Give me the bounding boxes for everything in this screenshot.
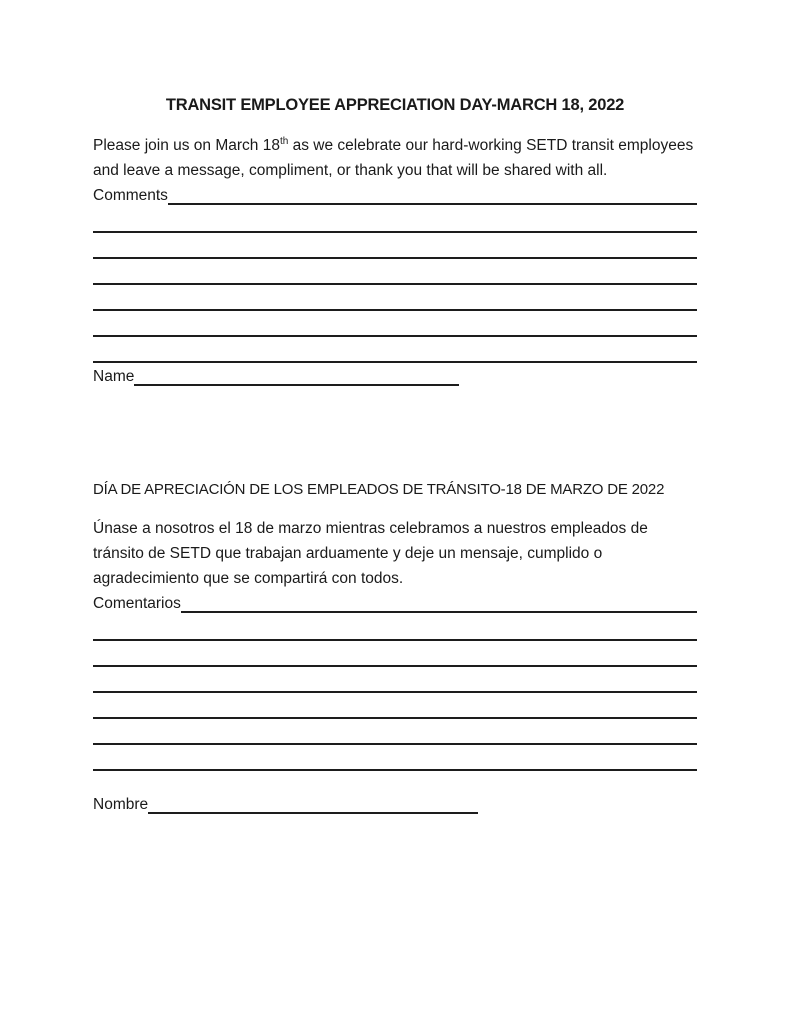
ruled-line (93, 667, 697, 693)
english-title: TRANSIT EMPLOYEE APPRECIATION DAY-MARCH 18, 2022 (165, 96, 625, 114)
english-comment-lines (93, 207, 697, 363)
name-write-line (134, 374, 459, 386)
comments-field-row (93, 183, 697, 207)
spanish-section (93, 480, 697, 816)
ruled-line (93, 641, 697, 667)
english-intro (93, 133, 697, 183)
ruled-line (93, 311, 697, 337)
english-intro-text-after: as we celebrate our hard-working SETD transit employees and leave a message, compliment, or thank you that will be shared with all. (93, 137, 694, 179)
ruled-line (93, 337, 697, 363)
comentarios-label: Comentarios (93, 595, 181, 612)
nombre-write-line (148, 802, 478, 814)
ruled-line (93, 745, 697, 771)
ruled-line (93, 233, 697, 259)
name-field-row (93, 363, 697, 388)
comments-label: Comments (93, 187, 168, 204)
comments-write-line (168, 193, 697, 205)
spanish-intro: Únase a nosotros el 18 de marzo mientras celebramos a nuestros empleados de tránsito de SETD que trabajan arduamente y deje un mensaje, cumplido o agradecimiento que se compartirá con todos. (93, 520, 648, 587)
english-section (93, 95, 697, 388)
english-intro-text-before: Please join us on March 18 (93, 137, 280, 154)
ruled-line (93, 719, 697, 745)
superscript-th: th (279, 135, 289, 147)
ruled-line (93, 259, 697, 285)
nombre-label: Nombre (93, 796, 149, 813)
name-label: Name (93, 368, 135, 385)
ruled-line (93, 615, 697, 641)
spanish-title: DÍA DE APRECIACIÓN DE LOS EMPLEADOS DE TRÁNSITO-18 DE MARZO DE 2022 (93, 481, 665, 498)
ruled-line (93, 207, 697, 233)
ruled-line (93, 285, 697, 311)
ruled-line (93, 693, 697, 719)
comentarios-write-line (181, 601, 697, 613)
comentarios-field-row (93, 591, 697, 615)
nombre-field-row (93, 791, 697, 816)
spanish-comment-lines (93, 615, 697, 771)
